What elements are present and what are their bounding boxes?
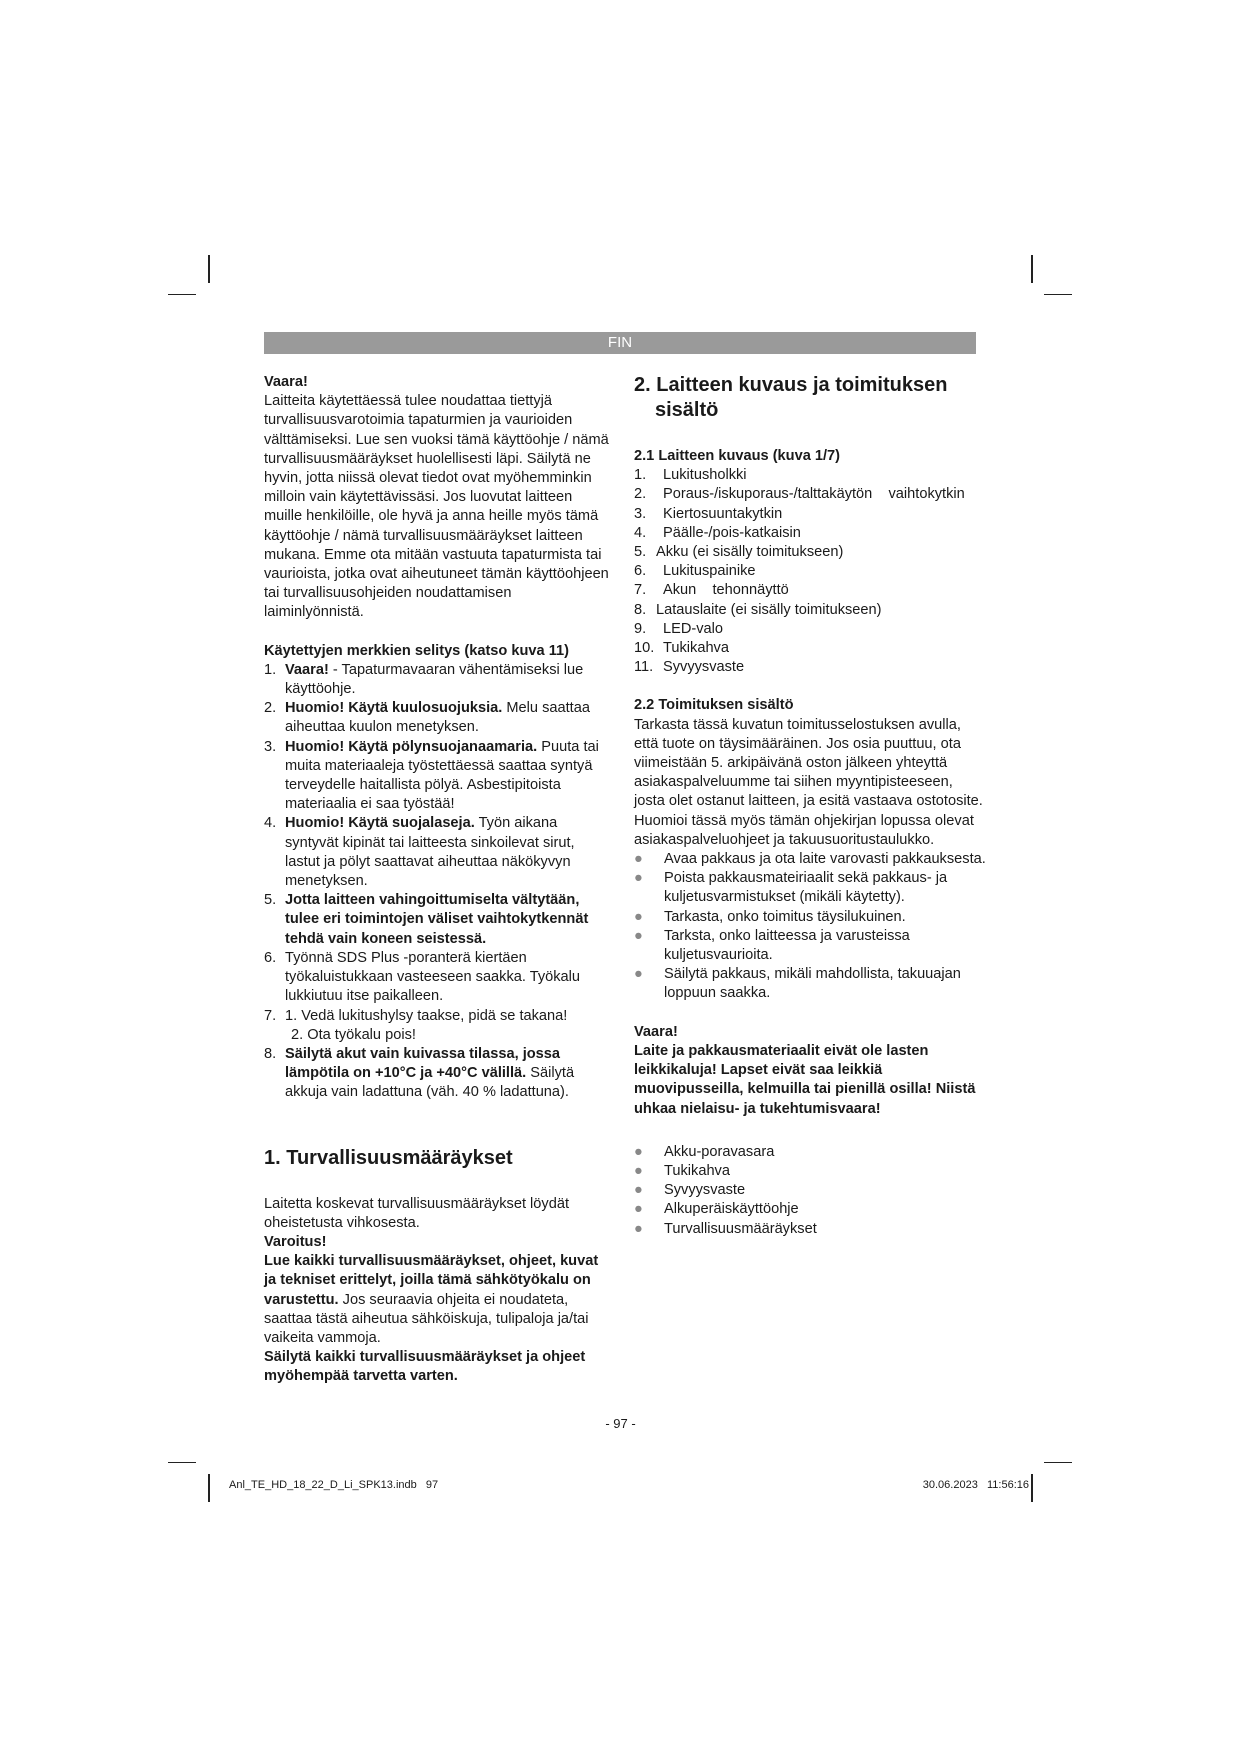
unpack-item: ● Avaa pakkaus ja ota laite varovasti pakkauksesta. — [634, 851, 986, 868]
sub22-text: Tarkasta tässä kuvatun toimitusselostuksen avulla, että tuote on täysimääräinen. Jos osia puuttuu, ota viimeistään 5. arkipäivänä oston jälkeen yhteyttä asiakaspalveluumme tai siihen myyntipisteeseen, josta olet ostanut laitteen, ja esitä vastaava ostotosite. Huomioi tässä myös tämän ohjekirjan lopussa olevat asiakaspalveluohjeet ja takuusuoritustaulukko. — [634, 716, 983, 848]
part-item: 11. Syvyysvaste — [634, 659, 745, 676]
crop-mark — [1031, 1474, 1033, 1502]
language-header-bar: FIN — [264, 332, 976, 354]
contents-item: ● Akku-poravasara — [634, 1143, 775, 1160]
page-number: - 97 - — [605, 1416, 636, 1431]
contents-item: ● Tukikahva — [634, 1162, 730, 1179]
sub22-title: 2.2 Toimituksen sisältö — [634, 697, 794, 714]
parts-list — [634, 466, 986, 677]
symbol-item: 8. Säilytä akut vain kuivassa tilassa, jossa lämpötila on +10°C ja +40°C välillä. Säilytä akkuja vain ladattuna (väh. 40 % ladattuna). — [264, 1045, 575, 1101]
symbol-item: 6. Työnnä SDS Plus -poranterä kiertäen työkaluistukkaan vasteeseen saakka. Työkalu lukkiutuu itse paikalleen. — [264, 949, 581, 1005]
symbols-list — [264, 661, 610, 1103]
part-item: 6. Lukituspainike — [634, 563, 756, 580]
left-column — [264, 373, 610, 1387]
contents-item: ● Turvallisuusmääräykset — [634, 1220, 817, 1237]
contents-item: ● Alkuperäiskäyttöohje — [634, 1201, 799, 1218]
symbol-item: 4. Huomio! Käytä suojalaseja. Työn aikana syntyvät kipinät tai laitteesta sinkoilevat sirut, lastut ja pölyt saattavat aiheuttaa näkökyvyn menetyksen. — [264, 815, 575, 890]
crop-mark — [208, 1474, 210, 1502]
right-column — [634, 373, 986, 1239]
file-name: Anl_TE_HD_18_22_D_Li_SPK13.indb 97 — [229, 1479, 439, 1491]
timestamp: 30.06.2023 11:56:16 — [922, 1479, 1029, 1491]
contents-item: ● Syvyysvaste — [634, 1182, 746, 1199]
symbols-title: Käytettyjen merkkien selitys (katso kuva 11) — [264, 642, 570, 659]
unpack-item: ● Poista pakkausmateiriaalit sekä pakkaus- ja kuljetusvarmistukset (mikäli käytetty). — [634, 870, 948, 906]
part-item: 4. Päälle-/pois-katkaisin — [634, 524, 801, 541]
unpack-item: ● Tarksta, onko laitteessa ja varusteissa kuljetusvaurioita. — [634, 927, 910, 964]
symbol-item: 7. 1. Vedä lukitushylsy taakse, pidä se takana! 2. Ota työkalu pois! — [264, 1007, 568, 1043]
symbol-item: 1. Vaara! - Tapaturmavaaran vähentämiseksi lue käyttöohje. — [264, 661, 584, 698]
warning-text: Laitteita käytettäessä tulee noudattaa tiettyjä turvallisuusvarotoimia tapaturmien ja vaurioiden välttämiseksi. Lue sen vuoksi tämä käyttöohje / nämä turvallisuusmääräykset huolellisesti läpi. Säilytä ne hyvin, jotta niissä olevat tiedot ovat myöhemminkin milloin vain käytettävissäsi. Jos luovutat laitteen muille henkilöille, ole hyvä ja anna heille myös tämä käyttöohje / nämä turvallisuusmääräykset laitteen mukana. Emme ota mitään vastuuta tapaturmista tai vaurioista, jotka ovat aiheutuneet tämän käyttöohjeen tai turvallisuusohjeiden noudattamisen laiminlyönnistä. — [264, 393, 609, 621]
unpack-item: ● Säilytä pakkaus, mikäli mahdollista, takuuajan loppuun saakka. — [634, 966, 961, 1002]
part-item: 5. Akku (ei sisälly toimitukseen) — [634, 544, 844, 561]
symbol-item: 2. Huomio! Käytä kuulosuojuksia. Melu saattaa aiheuttaa kuulon menetyksen. — [264, 700, 590, 736]
contents-list — [634, 1143, 986, 1239]
right-warning-title: Vaara! — [634, 1023, 678, 1040]
part-item: 2. Poraus-/iskuporaus-/talttakäytön vaihtokytkin — [634, 486, 965, 503]
part-item: 7. Akun tehonnäyttö — [634, 582, 789, 599]
section1-title: 1. Turvallisuusmääräykset — [264, 1146, 513, 1169]
right-warning-text: Laite ja pakkausmateriaalit eivät ole lasten leikkikaluja! Lapset eivät saa leikkiä muovipusseilla, kelmuilla tai pienillä osilla! Niistä uhkaa nielaisu- ja tukehtumisvaara! — [634, 1042, 976, 1117]
crop-mark — [1044, 294, 1072, 295]
section1-keep: Säilytä kaikki turvallisuusmääräykset ja ohjeet myöhempää tarvetta varten. — [264, 1349, 586, 1385]
part-item: 3. Kiertosuuntakytkin — [634, 505, 783, 522]
crop-mark — [1044, 1462, 1072, 1463]
crop-mark — [1031, 255, 1033, 283]
part-item: 9. LED-valo — [634, 620, 724, 637]
warning-title: Vaara! — [264, 374, 308, 390]
section1-warning-text: Lue kaikki turvallisuusmääräykset, ohjeet, kuvat ja tekniset erittelyt, joilla tämä sähkötyökalu on varustettu. Jos seuraavia ohjeita ei noudateta, saattaa tästä aiheutua sähköiskuja, tulipaloja ja/tai vaikeita vammoja. — [264, 1253, 599, 1346]
crop-mark — [168, 1462, 196, 1463]
part-item: 1. Lukitusholkki — [634, 467, 747, 484]
crop-mark — [208, 255, 210, 283]
section1-intro: Laitetta koskevat turvallisuusmääräykset löydät oheistetusta vihkosesta. — [264, 1195, 569, 1231]
section2-title: 2. Laitteen kuvaus ja toimituksen sisältö — [634, 374, 948, 421]
crop-mark — [168, 294, 196, 295]
symbol-item: 5. Jotta laitteen vahingoittumiselta vältytään, tulee eri toimintojen väliset vaihtokytkennät tehdä vain koneen seistessä. — [264, 892, 589, 947]
unpack-item: ● Tarkasta, onko toimitus täysilukuinen. — [634, 908, 906, 925]
part-item: 8. Latauslaite (ei sisälly toimitukseen) — [634, 601, 882, 618]
part-item: 10. Tukikahva — [634, 640, 729, 657]
unpack-list — [634, 850, 986, 1004]
sub21-title: 2.1 Laitteen kuvaus (kuva 1/7) — [634, 448, 841, 464]
section1-warning-title: Varoitus! — [264, 1233, 327, 1250]
symbol-item: 3. Huomio! Käytä pölynsuojanaamaria. Puuta tai muita materiaaleja työstettäessä saattaa syntyä terveydelle haitallista pölyä. Asbestipitoista materiaalia ei saa työstää! — [264, 738, 599, 813]
